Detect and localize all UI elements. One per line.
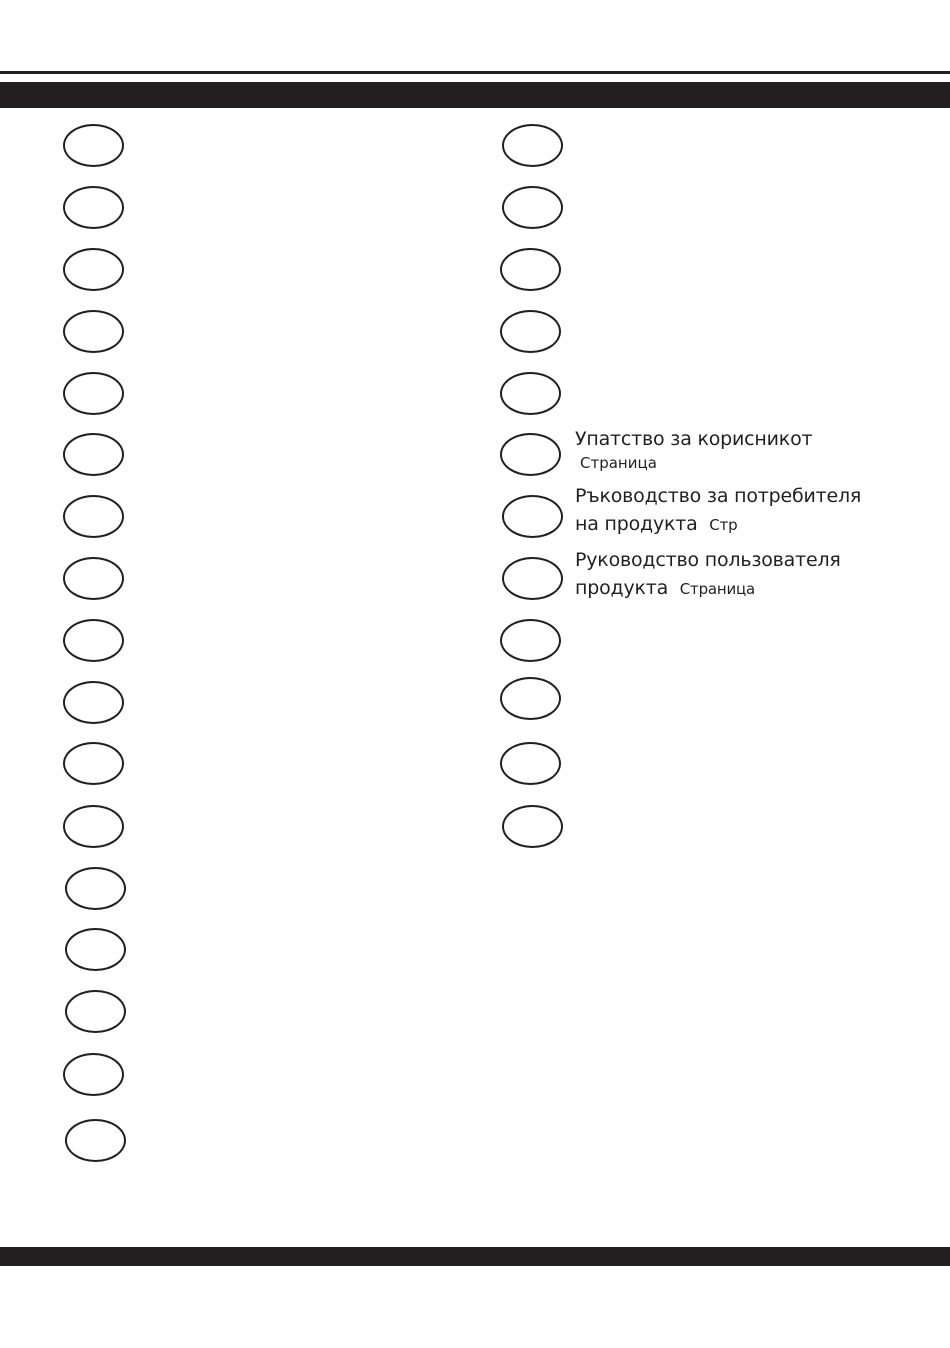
language-oval — [500, 310, 561, 353]
entry-ru — [575, 546, 841, 603]
entry-title-line2: на продукта — [575, 513, 698, 535]
language-oval — [65, 990, 126, 1033]
language-oval — [63, 742, 124, 785]
language-oval — [63, 495, 124, 538]
entry-mk — [575, 425, 812, 473]
language-oval — [500, 677, 561, 720]
language-oval — [500, 619, 561, 662]
language-oval — [502, 495, 563, 538]
language-oval — [502, 124, 563, 167]
language-oval — [63, 433, 124, 476]
language-oval — [65, 928, 126, 971]
language-oval — [63, 1053, 124, 1096]
entry-page-label: Страница — [580, 454, 657, 472]
language-oval — [63, 557, 124, 600]
header-band — [0, 82, 950, 108]
language-oval — [63, 248, 124, 291]
entry-title-line2: продукта — [575, 577, 669, 599]
entry-title-line1: Ръководство за потребителя — [575, 485, 862, 507]
language-oval — [63, 372, 124, 415]
header-rule — [0, 71, 950, 74]
entry-title: Упатство за корисникот — [575, 428, 813, 450]
entry-page-label: Страница — [679, 580, 756, 598]
language-oval — [500, 372, 561, 415]
entry-title-line1: Руководство пользователя — [575, 549, 841, 571]
language-oval — [500, 433, 561, 476]
language-oval — [63, 681, 124, 724]
language-oval — [502, 805, 563, 848]
language-oval — [63, 124, 124, 167]
language-oval — [500, 742, 561, 785]
language-oval — [63, 310, 124, 353]
language-oval — [65, 867, 126, 910]
language-oval — [63, 805, 124, 848]
language-oval — [502, 557, 563, 600]
language-oval — [502, 186, 563, 229]
entry-page-label: Стр — [709, 516, 738, 534]
language-oval — [65, 1119, 126, 1162]
footer-band — [0, 1247, 950, 1266]
language-oval — [500, 248, 561, 291]
language-oval — [63, 619, 124, 662]
language-oval — [63, 186, 124, 229]
entry-bg — [575, 482, 861, 539]
